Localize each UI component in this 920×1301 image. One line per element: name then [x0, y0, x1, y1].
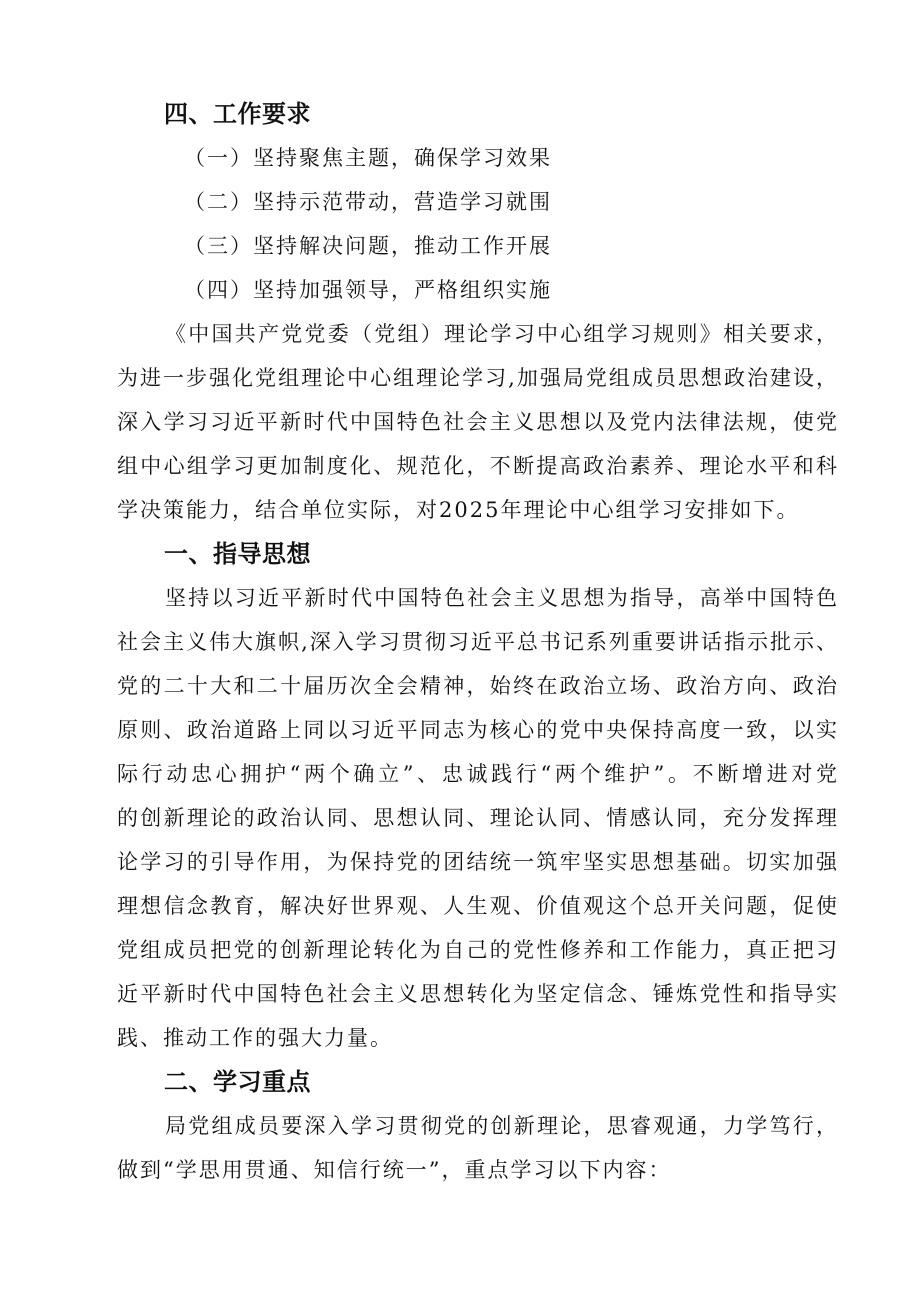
- paragraph-line: 近平新时代中国特色社会主义思想转化为坚定信念、锤炼党性和指导实: [117, 982, 837, 1006]
- section-heading-work-requirements: 四、工作要求: [164, 100, 311, 128]
- paragraph-line: 践、推动工作的强大力量。: [117, 1026, 393, 1050]
- paragraph-line: 学决策能力，结合单位实际，对2025年理论中心组学习安排如下。: [117, 498, 800, 522]
- paragraph-line: 局党组成员要深入学习贯彻党的创新理论，思睿观通，力学笃行，: [165, 1114, 837, 1138]
- guiding-ideology-paragraph: [117, 576, 837, 1060]
- paragraph-line: 际行动忠心拥护“两个确立”、忠诚践行“两个维护”。不断增进对党: [117, 762, 837, 786]
- paragraph-line: 论学习的引导作用，为保持党的团结统一筑牢坚实思想基础。切实加强: [117, 850, 837, 874]
- paragraph-line: 《中国共产党党委（党组）理论学习中心组学习规则》相关要求，: [165, 322, 837, 346]
- paragraph-line: 做到“学思用贯通、知信行统一”，重点学习以下内容：: [117, 1158, 672, 1182]
- paragraph-line: 深入学习习近平新时代中国特色社会主义思想以及党内法律法规，使党: [117, 410, 837, 434]
- paragraph-line: 党组成员把党的创新理论转化为自己的党性修养和工作能力，真正把习: [117, 938, 837, 962]
- requirement-item-2: （二）坚持示范带动，营造学习就围: [184, 190, 552, 214]
- requirement-item-1: （一）坚持聚焦主题，确保学习效果: [184, 146, 552, 170]
- study-focus-paragraph: [117, 1104, 837, 1192]
- paragraph-line: 为进一步强化党组理论中心组理论学习,加强局党组成员思想政治建设，: [117, 366, 837, 390]
- paragraph-line: 党的二十大和二十届历次全会精神，始终在政治立场、政治方向、政治: [117, 674, 837, 698]
- section-heading-guiding-ideology: 一、指导思想: [164, 540, 311, 568]
- requirement-item-4: （四）坚持加强领导，严格组织实施: [184, 278, 552, 302]
- paragraph-line: 的创新理论的政治认同、思想认同、理论认同、情感认同，充分发挥理: [117, 806, 837, 830]
- paragraph-line: 理想信念教育，解决好世界观、人生观、价值观这个总开关问题，促使: [117, 894, 837, 918]
- requirement-item-3: （三）坚持解决问题，推动工作开展: [184, 234, 552, 258]
- intro-paragraph: [117, 312, 837, 532]
- paragraph-line: 社会主义伟大旗帜,深入学习贯彻习近平总书记系列重要讲话指示批示、: [117, 630, 837, 654]
- document-body: [0, 92, 920, 1192]
- paragraph-line: 坚持以习近平新时代中国特色社会主义思想为指导，高举中国特色: [165, 586, 837, 610]
- paragraph-line: 组中心组学习更加制度化、规范化，不断提高政治素养、理论水平和科: [117, 454, 837, 478]
- paragraph-line: 原则、政治道路上同以习近平同志为核心的党中央保持高度一致，以实: [117, 718, 837, 742]
- section-heading-study-focus: 二、学习重点: [164, 1068, 311, 1096]
